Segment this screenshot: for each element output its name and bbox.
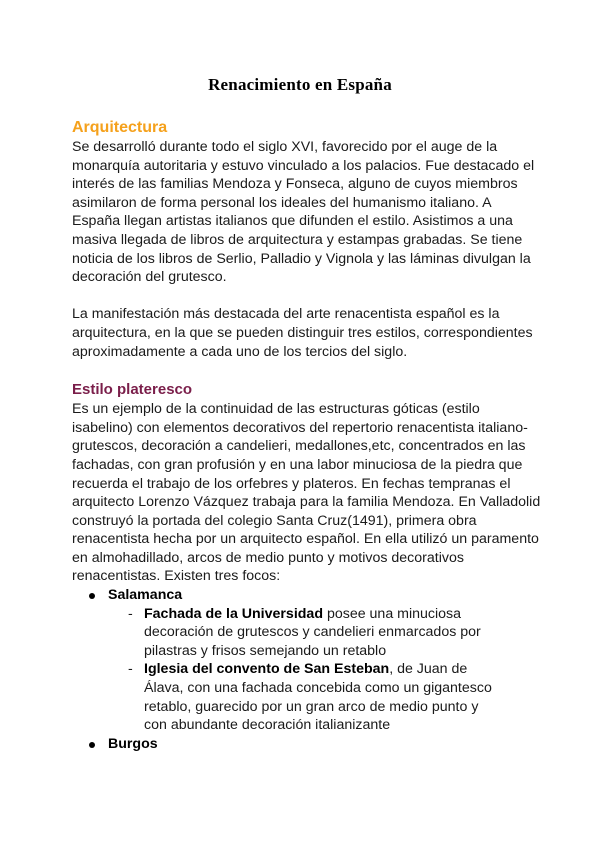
item-text: posee una minuciosa decoración de grutescos y candelieri enmarcados por pilastras y frisos semejando un retablo (144, 605, 481, 659)
item-text: , de Juan de Álava, con una fachada concebida como un gigantesco retablo, guarecido por un gran arco de medio punto y con abundante decoración italianizante (144, 661, 492, 734)
foco-label: Burgos (108, 735, 158, 752)
foco-label: Salamanca (108, 587, 183, 604)
item-bold-title: Fachada de la Universidad (144, 605, 323, 622)
bullet-icon (89, 593, 95, 599)
list-item-burgos (72, 735, 542, 754)
focos-list (72, 586, 542, 753)
paragraph-spacer (72, 287, 542, 306)
dash-icon: - (128, 661, 133, 678)
section-heading-plateresco: Estilo plateresco (72, 381, 193, 399)
paragraph-plateresco-1: Es un ejemplo de la continuidad de las estructuras góticas (estilo isabelino) con elementos decorativos del repertorio renacentista italiano-grutescos, decoración a candelieri, medallones,etc, concentrados en las fachadas, con gran profusión y en una labor minuciosa de la piedra que recuerda el trabajo de los orfebres y plateros. En fechas tempranas el arquitecto Lorenzo Vázquez trabaja para la familia Mendoza. En Valladolid construyó la portada del colegio Santa Cruz(1491), primera obra renacentista hecha por un arquitecto español. En ella utilizó un paramento en almohadillado, arcos de medio punto y motivos decorativos renacentistas. Existen tres focos: (72, 401, 541, 585)
section-heading-arquitectura: Arquitectura (72, 119, 168, 136)
dash-icon: - (128, 605, 133, 622)
paragraph-arquitectura-1: Se desarrolló durante todo el siglo XVI, favorecido por el auge de la monarquía autoritaria y estuvo vinculado a los palacios. Fue destacado el interés de las familias Mendoza y Fonseca, alguno de cuyos miembros asimilaron de forma personal los ideales del humanismo italiano. A España llegan artistas italianos que difunden el estilo. Asistimos a una masiva llegada de libros de arquitectura y estampas grabadas. Se tiene noticia de los libros de Serlio, Palladio y Vignola y las láminas divulgan la decoración del grutesco. (72, 139, 535, 286)
salamanca-sublist (108, 605, 542, 735)
paragraph-arquitectura-2: La manifestación más destacada del arte renacentista español es la arquitectura, en la que se pueden distinguir tres estilos, correspondientes aproximadamente a cada uno de los tercios del siglo. (72, 306, 533, 360)
page-title: Renacimiento en España (208, 75, 392, 94)
document-body (72, 118, 542, 753)
sublist-item (108, 605, 504, 661)
sublist-item (108, 660, 504, 734)
bullet-icon (89, 742, 95, 748)
item-bold-title: Iglesia del convento de San Esteban (144, 661, 390, 678)
list-item-salamanca (72, 586, 542, 735)
